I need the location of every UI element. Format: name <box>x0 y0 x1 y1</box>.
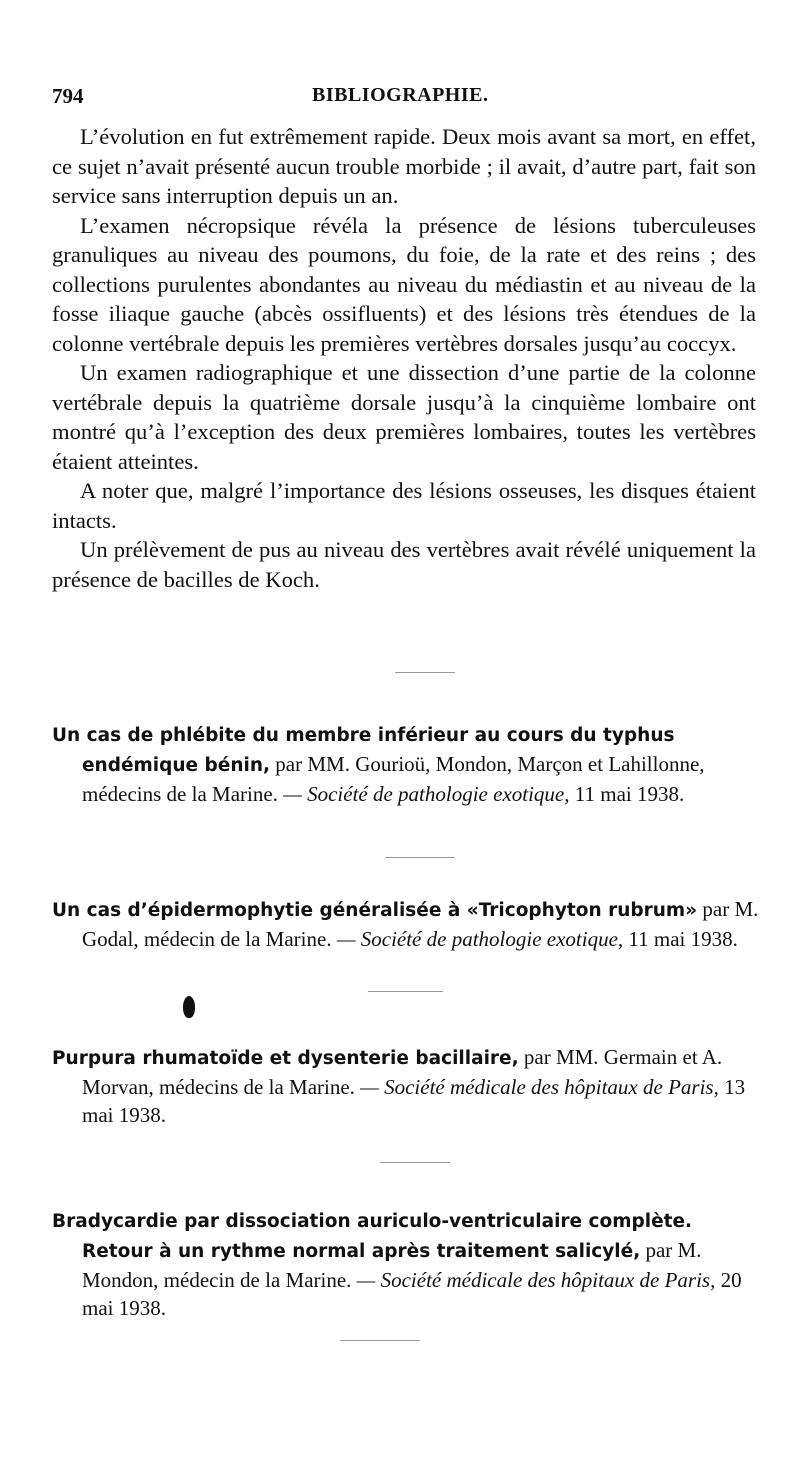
separator-rule <box>380 1162 450 1163</box>
bibliography-entry <box>52 1043 764 1129</box>
paragraph: Un prélèvement de pus au niveau des vertèbres avait révélé uniquement la présence de bacilles de Koch. <box>52 537 756 592</box>
entry-title: Un cas d’épidermophytie généralisée à «Tricophyton rubrum» <box>52 900 698 921</box>
separator-rule <box>368 991 443 992</box>
bibliography-entry <box>52 895 764 953</box>
entry-title: Bradycardie par dissociation auriculo-ventriculaire complète. Retour à un rythme normal après traitement salicylé, <box>52 1211 693 1262</box>
entry-source: — Société de pathologie exotique, <box>336 927 624 951</box>
separator-rule <box>395 672 455 673</box>
entry-date: 11 mai 1938. <box>628 927 738 951</box>
separator-rule <box>385 857 455 858</box>
running-head <box>52 84 752 114</box>
entry-date: 20 mai 1938. <box>82 1268 742 1320</box>
bibliography-entry <box>52 1206 764 1322</box>
article-body <box>52 122 756 594</box>
entry-authors: par MM. Gourioü, Mondon, Marçon et Lahillonne, médecins de la Marine. <box>82 752 705 806</box>
bibliography-entry <box>52 720 764 808</box>
paragraph: L’évolution en fut extrêmement rapide. Deux mois avant sa mort, en effet, ce sujet n’avait présenté aucun trouble morbide ; il avait, d’autre part, fait son service sans interruption depuis un an. <box>52 124 756 208</box>
running-title: BIBLIOGRAPHIE. <box>312 84 489 106</box>
ink-blot-mark <box>183 996 195 1018</box>
entry-source: — Société de pathologie exotique, <box>283 782 570 806</box>
entry-title: Un cas de phlébite du membre inférieur au cours du typhus endémique bénin, <box>52 725 675 776</box>
entry-authors: par MM. Germain et A. Morvan, médecins de la Marine. <box>82 1045 723 1099</box>
entry-title: Purpura rhumatoïde et dysenterie bacillaire, <box>52 1048 519 1069</box>
entry-authors: par M. Mondon, médecin de la Marine. <box>82 1238 702 1292</box>
paragraph: Un examen radiographique et une dissection d’une partie de la colonne vertébrale depuis la quatrième dorsale jusqu’à la cinquième lombaire ont montré qu’à l’exception des deux premières lombaires, toutes les vertèbres étaient atteintes. <box>52 360 756 474</box>
separator-rule <box>340 1340 420 1341</box>
entry-date: 11 mai 1938. <box>574 782 685 806</box>
entry-source: — Société médicale des hôpitaux de Paris, <box>360 1075 719 1099</box>
paragraph: L’examen nécropsique révéla la présence de lésions tuberculeuses granuliques au niveau des poumons, du foie, de la rate et des reins ; des collections purulentes abondantes au niveau du médiastin et au niveau de la fosse iliaque gauche (abcès ossifluents) et des lésions très étendues de la colonne vertébrale depuis les premières vertèbres dorsales jusqu’au coccyx. <box>52 212 756 356</box>
page-number: 794 <box>52 84 84 108</box>
paragraph: A noter que, malgré l’importance des lésions osseuses, les disques étaient intacts. <box>52 478 756 533</box>
entry-date: 13 mai 1938. <box>82 1075 746 1127</box>
entry-source: — Société médicale des hôpitaux de Paris, <box>356 1268 716 1292</box>
entry-authors: par M. Godal, médecin de la Marine. <box>82 897 759 951</box>
